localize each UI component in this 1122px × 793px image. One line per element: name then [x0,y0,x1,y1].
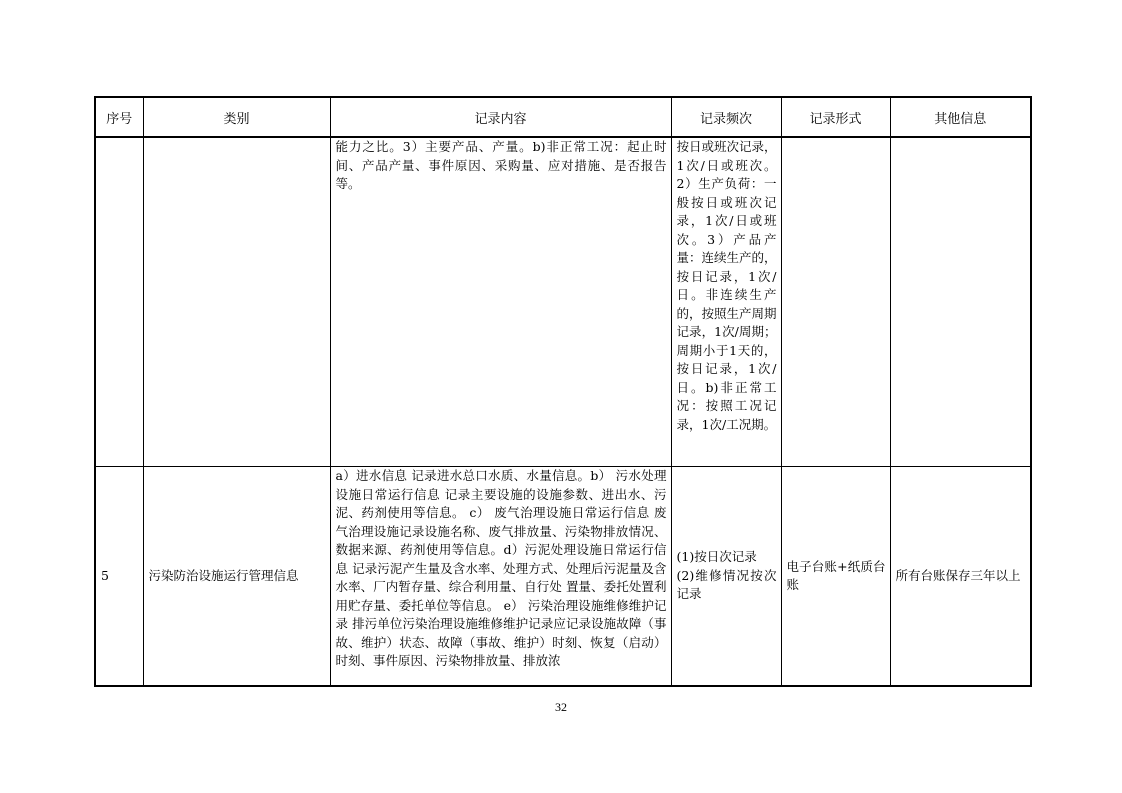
header-frequency: 记录频次 [671,97,781,137]
cell-seq: 5 [95,467,143,687]
header-form: 记录形式 [781,97,890,137]
cell-category: 污染防治设施运行管理信息 [143,467,330,687]
cell-other: 所有台账保存三年以上 [890,467,1031,687]
cell-seq [95,137,143,467]
cell-form [781,137,890,467]
header-seq: 序号 [95,97,143,137]
cell-frequency: (1)按日次记录 (2)维修情况按次记录 [671,467,781,687]
cell-content: 能力之比。3）主要产品、产量。b)非正常工况：起止时间、产品产量、事件原因、采购量、应对措施、是否报告等。 [330,137,671,467]
cell-frequency: 按日或班次记录，1次/日或班次。2）生产负荷：一般按日或班次记录，1次/日或班次。3）产品产量：连续生产的，按日记录，1次/日。非连续生产的，按照生产周期记录，1次/周期；周期小于1天的，按日记录，1次/日。b)非正常工况：按照工况记录，1次/工况期。 [671,137,781,467]
cell-form: 电子台账+纸质台账 [781,467,890,687]
page-number: 32 [555,700,567,714]
table-header-row [95,97,1031,137]
cell-content: a）进水信息 记录进水总口水质、水量信息。b） 污水处理设施日常运行信息 记录主要设施的设施参数、进出水、污泥、药剂使用等信息。 c） 废气治理设施日常运行信息 废气治理设施记录设施名称、废气排放量、污染物排放情况、数据来源、药剂使用等信息。d）污泥处理设施日常运行信息 记录污泥产生量及含水率、处理方式、处理后污泥量及含水率、厂内暂存量、综合利用量、自行处 置量、委托处置利用贮存量、委托单位等信息。 e） 污染治理设施维修维护记录 排污单位污染治理设施维修维护记录应记录设施故障（事故、维护）状态、故障（事故、维护）时刻、恢复（启动）时刻、事件原因、污染物排放量、排放浓 [330,467,671,687]
cell-other [890,137,1031,467]
cell-category [143,137,330,467]
table-row [95,467,1031,687]
header-content: 记录内容 [330,97,671,137]
table-row [95,137,1031,467]
records-table [94,96,1032,687]
header-other: 其他信息 [890,97,1031,137]
header-category: 类别 [143,97,330,137]
